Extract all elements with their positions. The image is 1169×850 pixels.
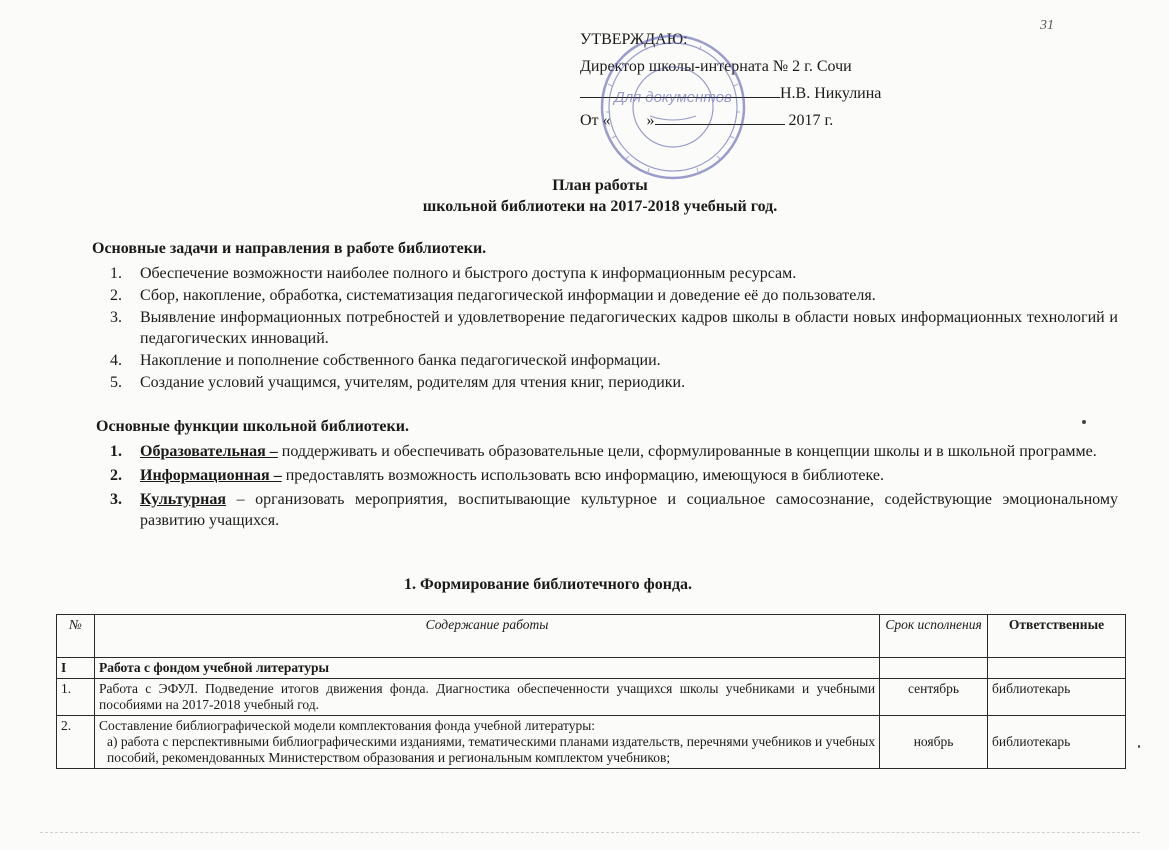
- functions-heading: Основные функции школьной библиотеки.: [96, 418, 409, 435]
- list-item: 4. Накопление и пополнение собственного банка педагогической информации.: [110, 352, 661, 369]
- plan-subtitle: школьной библиотеки на 2017-2018 учебный год.: [422, 198, 778, 215]
- header-responsible: Ответственные: [988, 615, 1126, 658]
- tasks-list: [110, 263, 1118, 394]
- fund-section-title: 1. Формирование библиотечного фонда.: [404, 576, 693, 593]
- list-item: 2. Информационная – предоставлять возможность использовать всю информацию, имеющуюся в библиотеке.: [110, 467, 884, 484]
- date-prefix: От «: [580, 112, 611, 129]
- date-mid: »: [646, 112, 655, 129]
- header-num: №: [57, 615, 95, 658]
- list-item: 5. Создание условий учащимся, учителям, родителям для чтения книг, периодики.: [110, 374, 686, 391]
- stamp-text: Для документов: [614, 89, 732, 106]
- row-content: Составление библиографической модели комплектования фонда учебной литературы:: [98, 718, 596, 733]
- list-item: 3. Выявление информационных потребностей и удовлетворение педагогических кадров школы в области новых информационных технологий и педагогических инноваций.: [110, 309, 1118, 347]
- functions-list: [110, 441, 1118, 534]
- round-seal-stamp: [598, 32, 748, 182]
- director-position: Директор школы-интерната № 2 г. Сочи: [580, 58, 852, 75]
- table-row: 1. Работа с ЭФУЛ. Подведение итогов движения фонда. Диагностика обеспеченности учащихся школы учебниками и учебными пособиями на 2017-2018 учебный год. сентябрь библиотекарь: [57, 679, 1126, 716]
- plan-title: План работы: [552, 177, 648, 194]
- scan-speck: [1082, 420, 1086, 424]
- list-item: 3. Культурная – организовать мероприятия, воспитывающие культурное и социальное самосознание, содействующие эмоциональному развитию учащихся.: [110, 491, 1118, 529]
- scan-speck: [1138, 745, 1140, 748]
- function-term: Информационная –: [140, 467, 282, 484]
- tasks-heading: Основные задачи и направления в работе библиотеки.: [92, 240, 487, 257]
- signatory-name: Н.В. Никулина: [780, 85, 882, 102]
- table-group-row: [57, 658, 1126, 679]
- scan-edge: [40, 832, 1140, 833]
- header-term: Срок исполнения: [880, 615, 988, 658]
- table-header-row: [57, 615, 1126, 658]
- header-content: Содержание работы: [94, 615, 879, 658]
- list-item: 1. Обеспечение возможности наиболее полного и быстрого доступа к информационным ресурсам.: [110, 265, 797, 282]
- list-item: 1. Образовательная – поддерживать и обеспечивать образовательные цели, сформулированные в концепции школы и в школьной программе.: [110, 443, 1097, 460]
- function-term: Культурная: [140, 491, 227, 508]
- row-subitem: а) работа с перспективными библиографическими изданиями, тематическими планами издательств, перечнями учебников и учебных пособий, рекомендованных Министерством образования и региональным комплектом учебников;: [106, 734, 876, 765]
- page-number-mark: 31: [1040, 18, 1054, 33]
- list-item: 2. Сбор, накопление, обработка, систематизация педагогической информации и доведение её до пользователя.: [110, 287, 876, 304]
- fund-table: [56, 614, 1126, 769]
- date-year: 2017 г.: [788, 112, 834, 129]
- approve-word: УТВЕРЖДАЮ:: [580, 31, 688, 48]
- function-term: Образовательная –: [140, 443, 278, 460]
- group-num: I: [57, 658, 95, 679]
- group-title: Работа с фондом учебной литературы: [94, 658, 879, 679]
- table-row: 2. Составление библиографической модели комплектования фонда учебной литературы: а) работа с перспективными библиографическими изданиями, тематическими планами издательств, перечнями учебников и учебных пособий, рекомендованных Министерством образования и региональным комплектом учебников; ноябрь библиотекарь: [57, 716, 1126, 769]
